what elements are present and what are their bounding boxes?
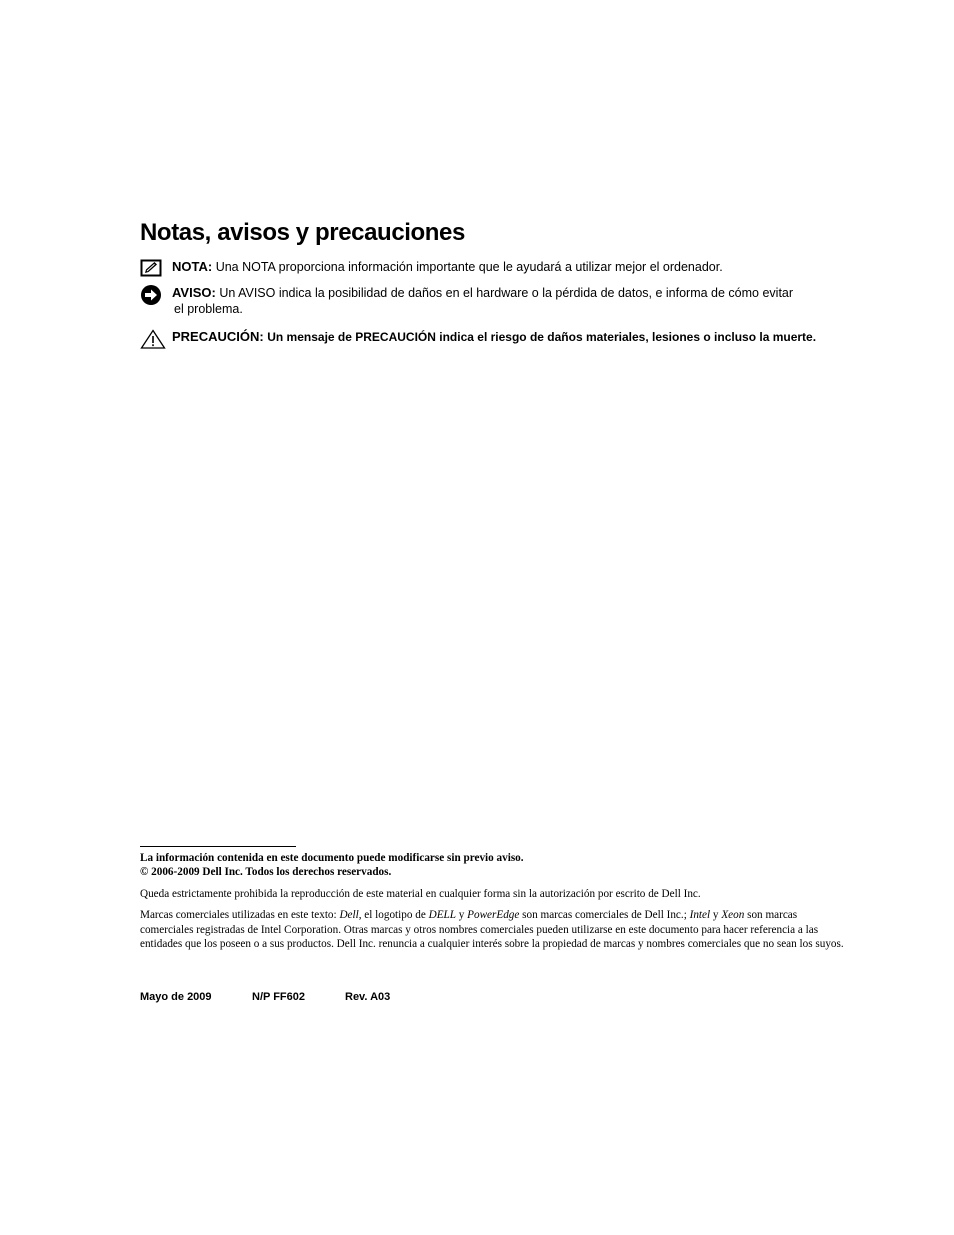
trademarks-text: y	[710, 909, 722, 921]
footer-revision: Rev. A03	[345, 991, 391, 1003]
footer-date: Mayo de 2009	[140, 991, 212, 1003]
pencil-note-icon	[140, 259, 162, 277]
copyright-line: © 2006-2009 Dell Inc. Todos los derechos reservados.	[140, 866, 392, 878]
trademarks-paragraph	[140, 908, 846, 952]
trademark-dell-logo: DELL	[428, 909, 456, 921]
footer-part-number: N/P FF602	[252, 991, 305, 1003]
notice-text-line2: el problema.	[174, 302, 243, 316]
trademark-xeon: Xeon	[721, 909, 745, 921]
info-notice: La información contenida en este documento puede modificarse sin previo aviso.	[140, 852, 524, 864]
notice-text-line1: Un AVISO indica la posibilidad de daños en el hardware o la pérdida de datos, e informa de cómo evitar	[219, 286, 794, 300]
trademark-poweredge: PowerEdge	[467, 909, 520, 921]
notice-notice	[140, 285, 820, 319]
notice-label: AVISO:	[172, 285, 216, 300]
note-label: NOTA:	[172, 259, 213, 274]
trademarks-text: son marcas comerciales de Dell Inc.;	[519, 909, 690, 921]
reproduction-notice: Queda estrictamente prohibida la reproducción de este material en cualquier forma sin la autorización por escrito de Dell Inc.	[140, 888, 701, 900]
trademarks-text: Marcas comerciales utilizadas en este texto:	[140, 909, 340, 921]
trademarks-text: son marcas comerciales registradas de Intel Corporation. Otras marcas y otros nombres comerciales pueden utilizarse en este documento para hacer referencia a las entidades que los poseen o a sus productos. Dell Inc. renuncia a cualquier interés sobre la propiedad de marcas y nombres comerciales que no sean los suyos.	[140, 909, 844, 951]
note-text: Una NOTA proporciona información importante que le ayudará a utilizar mejor el ordenador.	[215, 260, 723, 274]
trademarks-text: , el logotipo de	[358, 909, 429, 921]
warning-triangle-icon	[140, 329, 166, 349]
trademark-dell: Dell	[339, 909, 359, 921]
trademarks-text: y	[455, 909, 468, 921]
arrow-circle-notice-icon	[140, 285, 162, 305]
caution-label: PRECAUCIÓN:	[172, 329, 264, 344]
caution-text: Un mensaje de PRECAUCIÓN indica el riesgo de daños materiales, lesiones o incluso la muerte.	[267, 330, 817, 344]
footnote-divider	[140, 846, 296, 847]
page-title: Notas, avisos y precauciones	[140, 219, 465, 246]
trademark-intel: Intel	[689, 909, 711, 921]
